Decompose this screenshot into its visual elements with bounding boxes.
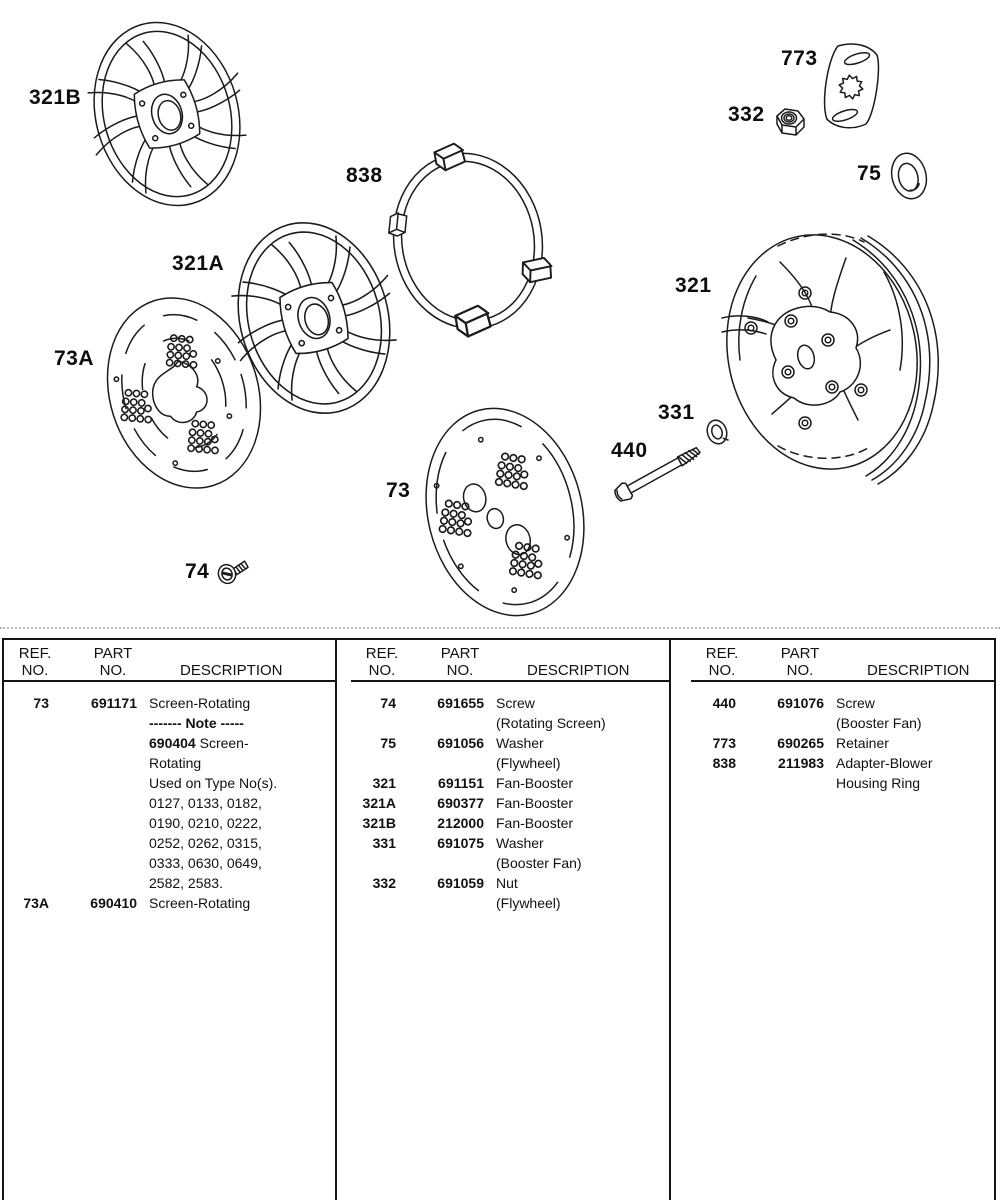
part-no-header: PART (93, 645, 133, 662)
ref-no-cell: 73A (23, 895, 49, 911)
table-row: 321A 690377 Fan-Booster (362, 795, 574, 811)
callout-75: 75 (857, 162, 882, 185)
table-column-1 (4, 640, 335, 1200)
fan-assembly-321-drawing (706, 217, 939, 487)
callout-321a: 321A (172, 252, 225, 275)
callout-73a: 73A (54, 347, 95, 370)
part-no-cell: 691171 (91, 695, 137, 711)
description-continuation: (Flywheel) (496, 895, 561, 911)
washer-75-drawing (887, 150, 931, 203)
description-cell: Screen-Rotating (149, 695, 251, 711)
callout-73: 73 (386, 479, 411, 502)
ring-838-drawing (372, 130, 562, 347)
table-row: 440 691076 Screw (712, 695, 875, 711)
note-part-row (4, 733, 335, 753)
description-continuation: Housing Ring (836, 775, 921, 791)
description-header: DESCRIPTION (527, 662, 630, 679)
note-line: 0252, 0262, 0315, (149, 835, 262, 851)
note-line: Used on Type No(s). (149, 775, 278, 791)
description-cell (137, 733, 249, 753)
callout-321b: 321B (29, 86, 82, 109)
table-row: 321 691151 Fan-Booster (372, 775, 574, 791)
note-line: 0127, 0133, 0182, (149, 795, 262, 811)
note-line: 0190, 0210, 0222, (149, 815, 262, 831)
table-row: 838 211983 Adapter-Blower (712, 755, 933, 771)
description-cell: Screen-Rotating (149, 895, 251, 911)
table-body (4, 682, 335, 913)
callout-331: 331 (658, 401, 695, 424)
table-row: 332 691059 Nut (372, 875, 518, 891)
table-row: 331 691075 Washer (372, 835, 544, 851)
description-continuation: (Flywheel) (496, 755, 561, 771)
callout-332: 332 (728, 103, 765, 126)
parts-table (2, 638, 996, 1200)
ref-no-cell: 73 (33, 695, 49, 711)
table-column-3 (671, 640, 994, 1200)
ref-no-header: REF. (18, 645, 52, 662)
callout-773: 773 (781, 47, 818, 70)
table-body (691, 682, 994, 793)
table-row: 321B 212000 Fan-Booster (362, 815, 574, 831)
table-row: 75 691056 Washer (380, 735, 544, 751)
washer-331-drawing (704, 418, 729, 447)
nut-332-drawing (777, 109, 804, 135)
callout-440: 440 (611, 439, 648, 462)
table-row: 773 690265 Retainer (712, 735, 889, 751)
table-top-rule (0, 627, 1000, 629)
callout-74: 74 (185, 560, 210, 583)
table-header: REF. PART NO. NO. DESCRIPTION (351, 640, 669, 682)
callout-321: 321 (675, 274, 712, 297)
note-part-desc: Screen- (199, 735, 249, 751)
retainer-773-drawing (819, 40, 884, 132)
note-line: Rotating (149, 755, 202, 771)
description-header: DESCRIPTION (867, 662, 970, 679)
description-continuation: (Rotating Screen) (496, 715, 606, 731)
table-column-2 (337, 640, 669, 1200)
table-row (4, 693, 335, 713)
note-line: 2582, 2583. (149, 875, 223, 891)
note-line: 0333, 0630, 0649, (149, 855, 262, 871)
table-header: REF. PART NO. NO. DESCRIPTION (4, 640, 335, 682)
screw-74-drawing (216, 558, 251, 586)
note-part-number: 690404 (149, 735, 196, 751)
description-continuation: (Booster Fan) (836, 715, 922, 731)
table-body (351, 682, 669, 913)
fan-321b-drawing (58, 1, 275, 227)
callout-838: 838 (346, 164, 383, 187)
table-row (4, 893, 335, 913)
description-continuation: (Booster Fan) (496, 855, 582, 871)
note-title: ------- Note ----- (149, 715, 244, 731)
description-header: DESCRIPTION (180, 662, 283, 679)
screen-73-drawing (405, 391, 605, 630)
part-no-cell: 690410 (90, 895, 137, 911)
note-title-row (4, 713, 335, 733)
table-row: 74 691655 Screw (380, 695, 535, 711)
table-header: REF. PART NO. NO. DESCRIPTION (691, 640, 994, 682)
